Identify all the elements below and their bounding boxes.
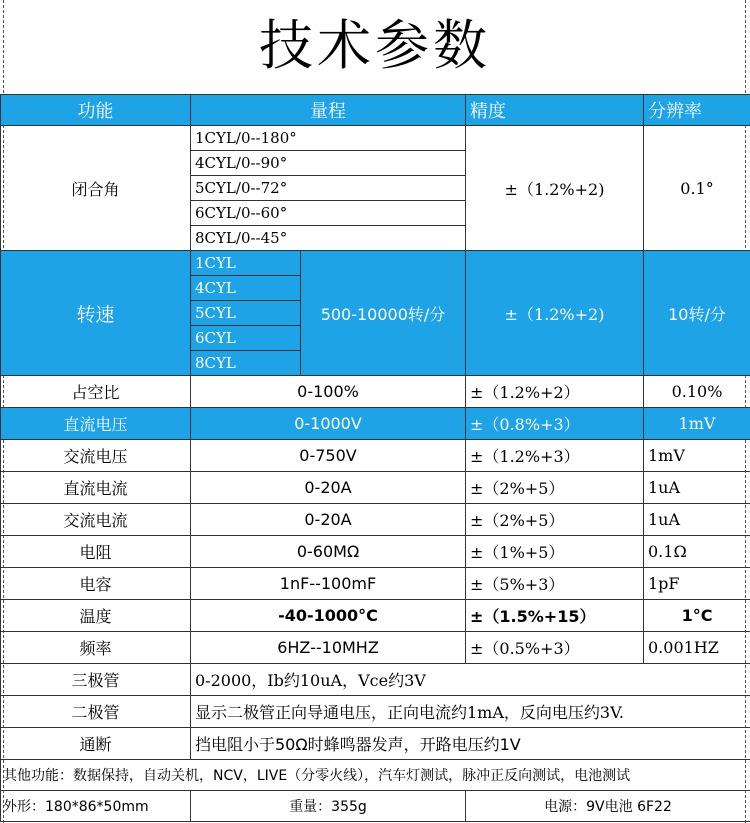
spec-table	[0, 94, 750, 822]
row-range: 0-20A	[191, 504, 466, 536]
row-range: 0-20A	[191, 472, 466, 504]
row-resolution: 1uA	[644, 504, 750, 536]
rpm-cylinder-list	[191, 251, 300, 375]
row-accuracy: ±（2%+5）	[466, 504, 644, 536]
row-function: 直流电压	[1, 408, 191, 440]
row-range: 6HZ--10MHZ	[191, 632, 466, 664]
row-accuracy: ±（0.8%+3）	[466, 408, 644, 440]
dwell-function: 闭合角	[1, 126, 191, 251]
row-description: 0-2000，Ib约10uA，Vce约3V	[191, 664, 750, 696]
row-accuracy: ±（0.5%+3）	[466, 632, 644, 664]
table-row	[1, 568, 750, 600]
dwell-range-list	[191, 126, 465, 250]
header-resolution: 分辨率	[644, 95, 750, 126]
row-description: 挡电阻小于50Ω时蜂鸣器发声，开路电压约1V	[191, 728, 750, 760]
row-function: 二极管	[1, 696, 191, 728]
row-accuracy: ±（1.5%+15）	[466, 600, 644, 632]
rpm-resolution: 10转/分	[644, 251, 750, 376]
specs-footer-row	[1, 791, 750, 822]
dwell-accuracy: ±（1.2%+2)	[466, 126, 644, 251]
row-accuracy: ±（1%+5）	[466, 536, 644, 568]
row-function: 交流电压	[1, 440, 191, 472]
table-row	[1, 472, 750, 504]
row-range: 1nF--100mF	[191, 568, 466, 600]
row-accuracy: ±（1.2%+3）	[466, 440, 644, 472]
row-resolution: 1°C	[644, 600, 750, 632]
list-item: 4CYL	[191, 276, 300, 301]
list-item: 8CYL/0--45°	[195, 229, 288, 247]
table-row	[1, 632, 750, 664]
row-function: 温度	[1, 600, 191, 632]
row-function: 交流电流	[1, 504, 191, 536]
row-function: 电容	[1, 568, 191, 600]
other-functions-row	[1, 760, 750, 791]
header-accuracy: 精度	[466, 95, 644, 126]
rpm-range: 500-10000转/分	[301, 251, 466, 376]
row-function: 占空比	[1, 376, 191, 408]
list-item: 1CYL	[191, 251, 300, 276]
dwell-resolution: 0.1°	[644, 126, 750, 251]
row-resolution: 1pF	[644, 568, 750, 600]
header-range: 量程	[191, 95, 466, 126]
table-header-row	[1, 95, 750, 126]
header-function: 功能	[1, 95, 191, 126]
row-function: 三极管	[1, 664, 191, 696]
row-accuracy: ±（5%+3）	[466, 568, 644, 600]
table-row	[1, 600, 750, 632]
page-title: 技术参数	[259, 14, 491, 77]
list-item: 5CYL	[191, 301, 300, 326]
list-item: 6CYL/0--60°	[191, 201, 465, 226]
list-item: 8CYL	[191, 351, 300, 376]
table-row	[1, 728, 750, 760]
list-item: 4CYL/0--90°	[191, 151, 465, 176]
rpm-cylinders	[191, 251, 301, 376]
row-function: 电阻	[1, 536, 191, 568]
row-resolution: 0.001HZ	[644, 632, 750, 664]
row-range: -40-1000°C	[191, 600, 466, 632]
row-accuracy: ±（2%+5）	[466, 472, 644, 504]
list-item: 6CYL	[191, 326, 300, 351]
table-row	[1, 664, 750, 696]
other-functions-text: 其他功能：数据保持，自动关机，NCV，LIVE（分零火线），汽车灯测试，脉冲正反向测试，电池测试	[1, 760, 750, 791]
rpm-function: 转速	[1, 251, 191, 376]
table-row	[1, 408, 750, 440]
size-spec: 外形：180*86*50mm	[1, 791, 191, 822]
row-function: 频率	[1, 632, 191, 664]
row-range: 0-1000V	[191, 408, 466, 440]
row-resolution: 0.1Ω	[644, 536, 750, 568]
row-resolution: 0.10%	[644, 376, 750, 408]
table-row	[1, 440, 750, 472]
row-range: 0-100%	[191, 376, 466, 408]
dwell-ranges	[191, 126, 466, 251]
table-row	[1, 696, 750, 728]
row-range: 0-750V	[191, 440, 466, 472]
list-item: 1CYL/0--180°	[191, 126, 465, 151]
table-row	[1, 536, 750, 568]
list-item: 5CYL/0--72°	[191, 176, 465, 201]
rpm-accuracy: ±（1.2%+2)	[466, 251, 644, 376]
row-resolution: 1mV	[644, 408, 750, 440]
row-description: 显示二极管正向导通电压，正向电流约1mA，反向电压约3V.	[191, 696, 750, 728]
row-resolution: 1uA	[644, 472, 750, 504]
power-spec: 电源：9V电池 6F22	[466, 791, 750, 822]
rpm-row	[1, 251, 750, 376]
row-accuracy: ±（1.2%+2）	[466, 376, 644, 408]
row-function: 直流电流	[1, 472, 191, 504]
row-function: 通断	[1, 728, 191, 760]
row-resolution: 1mV	[644, 440, 750, 472]
table-row	[1, 376, 750, 408]
weight-spec: 重量：355g	[191, 791, 466, 822]
dwell-row	[1, 126, 750, 251]
row-range: 0-60MΩ	[191, 536, 466, 568]
table-row	[1, 504, 750, 536]
